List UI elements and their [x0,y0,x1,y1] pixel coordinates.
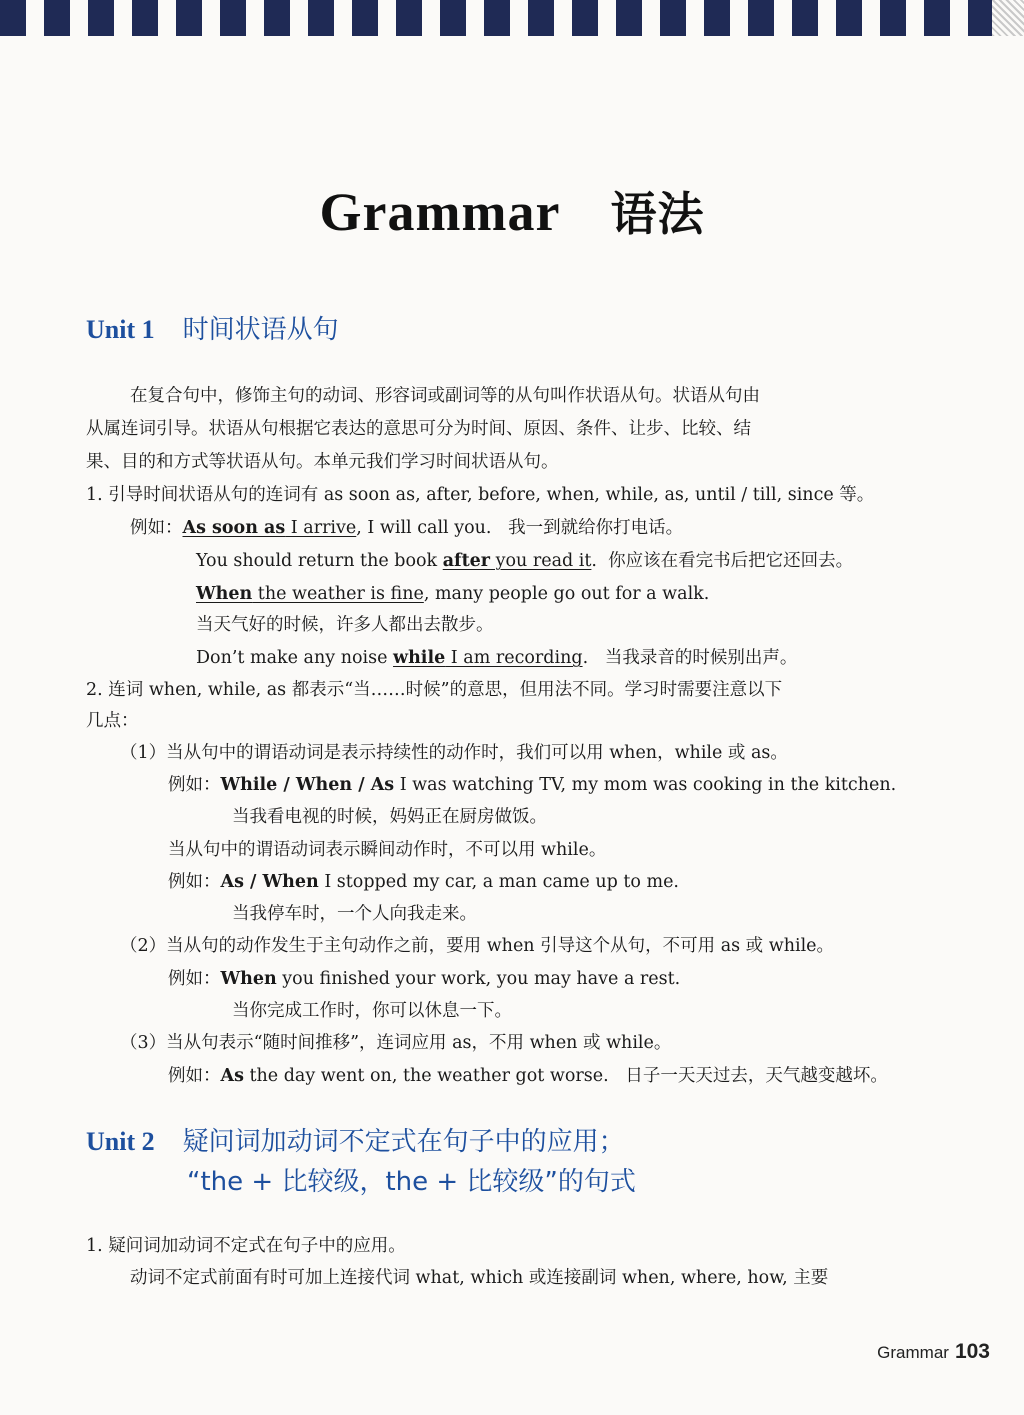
title-english: Grammar [319,182,561,242]
unit2-label: Unit 2 [86,1127,155,1156]
subpoint-1-note: 当从句中的谓语动词表示瞬间动作时，不可以用 while。 [168,840,607,860]
example-3-clause-text: the weather is fine [252,584,424,604]
unit2-title-line2: “the + 比较级，the + 比较级”的句式 [187,1167,636,1197]
subpoint-2: （2）当从句的动作发生于主句动作之前，要用 when 引导这个从句，不可用 as 或 while。 [120,936,835,956]
subpoint-3-example-rest: the day went on, the weather got worse. [243,1066,609,1086]
unit2-text1: 动词不定式前面有时可加上连接代词 what, which 或连接副词 when, where, how, 主要 [130,1268,829,1288]
unit1-intro-line1: 在复合句中，修饰主句的动词、形容词或副词等的从句叫作状语从句。状语从句由 [130,386,760,406]
example-1-clause [183,518,357,538]
subpoint-3-translation: 日子一天天过去，天气越变越坏。 [625,1066,888,1086]
top-binding-strip [0,0,1024,36]
example-4-pre: Don’t make any noise [196,648,394,668]
unit1-point2-line1: 2. 连词 when, while, as 都表示“当……时候”的意思，但用法不同。学习时需要注意以下 [86,680,783,700]
example-3-rest: , many people go out for a walk. [423,584,710,604]
example-3-conjunction: When [196,584,253,604]
example-prefix: 例如： [168,1066,221,1086]
example-4 [196,642,797,674]
page-title [0,178,1024,244]
subpoint-2-conjunction: When [220,969,277,989]
subpoint-1-conjunctions-2: As / When [220,872,319,892]
subpoint-3-example [168,1060,888,1092]
unit2-title-line1: 疑问词加动词不定式在句子中的应用； [182,1127,625,1157]
example-2 [196,545,853,577]
subpoint-2-translation: 当你完成工作时，你可以休息一下。 [232,1001,512,1021]
unit2-point1: 1. 疑问词加动词不定式在句子中的应用。 [86,1236,406,1256]
unit1-intro-line2: 从属连词引导。状语从句根据它表达的意思可分为时间、原因、条件、让步、比较、结 [86,419,751,439]
page-footer [877,1340,990,1364]
example-4-clause [393,648,583,668]
example-1-clause-text: I arrive [285,518,357,538]
title-chinese: 语法 [610,187,705,241]
example-4-clause-text: I am recording [445,648,583,668]
unit2-heading [86,1122,636,1202]
subpoint-1: （1）当从句中的谓语动词是表示持续性的动作时，我们可以用 when，while 或 as。 [120,743,788,763]
unit1-label: Unit 1 [86,315,155,344]
unit1-title: 时间状语从句 [182,315,339,345]
example-4-translation: 当我录音的时候别出声。 [604,648,798,668]
example-prefix: 例如： [168,775,221,795]
subpoint-1-example-2-rest: I stopped my car, a man came up to me. [318,872,679,892]
example-1-conjunction: As soon as [182,518,286,538]
example-2-pre: You should return the book [196,551,443,571]
subpoint-3: （3）当从句表示“随时间推移”，连词应用 as，不用 when 或 while。 [120,1033,672,1053]
example-3 [196,578,709,610]
example-2-clause-text: you read it [490,551,592,571]
example-2-clause [443,551,592,571]
example-2-translation: 你应该在看完书后把它还回去。 [608,551,854,571]
example-2-conjunction: after [442,551,491,571]
example-prefix: 例如： [168,872,221,892]
footer-section: Grammar [877,1343,949,1362]
unit1-heading [86,310,339,350]
example-1-rest: , I will call you. [356,518,492,538]
unit1-point2-line2: 几点： [86,711,139,731]
unit1-intro-line3: 果、目的和方式等状语从句。本单元我们学习时间状语从句。 [86,452,559,472]
subpoint-1-translation-2: 当我停车时，一个人向我走来。 [232,904,477,924]
example-3-translation: 当天气好的时候，许多人都出去散步。 [196,615,494,635]
subpoint-1-example [168,769,896,801]
page-number: 103 [954,1340,990,1363]
subpoint-2-example-rest: you finished your work, you may have a rest. [276,969,681,989]
subpoint-1-translation: 当我看电视的时候，妈妈正在厨房做饭。 [232,807,547,827]
example-4-conjunction: while [393,648,446,668]
example-1-translation: 我一到就给你打电话。 [508,518,684,538]
subpoint-3-conjunction: As [220,1066,244,1086]
example-1 [130,512,683,544]
subpoint-1-conjunctions: While / When / As [220,775,395,795]
example-2-rest: . [591,551,597,571]
example-3-clause [196,584,424,604]
subpoint-2-example [168,963,680,995]
example-prefix: 例如： [130,518,183,538]
subpoint-1-example-rest: I was watching TV, my mom was cooking in the kitchen. [394,775,897,795]
unit1-point1: 1. 引导时间状语从句的连词有 as soon as, after, before, when, while, as, until / till, since 等。 [86,485,875,505]
subpoint-1-example-2 [168,866,679,898]
example-prefix: 例如： [168,969,221,989]
example-4-rest: . [582,648,589,668]
